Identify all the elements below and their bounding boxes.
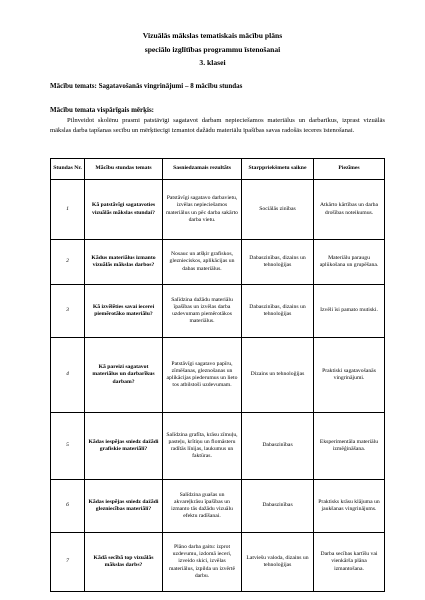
- lesson-result: Salīdzina grafīta, krāsu zīmuļu, pasteļu, krītiņu un flomāsteru radītās līnijas, laukumus un faktūras.: [163, 413, 242, 480]
- col-header-notes: Piezīmes: [314, 159, 385, 180]
- plan-table: [50, 158, 385, 592]
- lesson-link: Dabaszinības, dizains un tehnoloģijas: [242, 285, 314, 338]
- table-row: [51, 413, 385, 480]
- lesson-topic: Kādas iespējas sniedz dažādi grafiskie materiāli?: [85, 413, 163, 480]
- lesson-topic: Kādā secībā top vizuālās mākslas darbs?: [85, 533, 163, 592]
- table-row: [51, 533, 385, 592]
- lesson-link: Sociālās zinības: [242, 180, 314, 240]
- aim-heading: Mācību temata vispārīgais mērķis:: [50, 106, 155, 114]
- table-row: [51, 338, 385, 413]
- lesson-note: Praktiski sagatavošanās vingrinājumi.: [314, 338, 385, 413]
- lesson-link: Latviešu valoda, dizains un tehnoloģijas: [242, 533, 314, 592]
- col-header-result: Sasniedzamais rezultāts: [163, 159, 242, 180]
- lesson-result: Plāno darba gaitu: izprot uzdevumu, izdomā ieceri, izveido skici, izvēlas materiālus, izpilda un izvērtē darbu.: [163, 533, 242, 592]
- document-subtitle: speciālo izglītības programmu īstenošanai: [144, 45, 281, 54]
- lesson-result: Salīdzina guašas un akvareļkrāsu īpašības un izmanto tās dažādu vizuālu efektu radīšanai.: [163, 480, 242, 533]
- lesson-note: Praktisks krāsu klājuma un jaukšanas vingrinājums.: [314, 480, 385, 533]
- lesson-number: 4: [51, 338, 85, 413]
- lesson-number: 1: [51, 180, 85, 240]
- document-title: Vizuālās mākslas tematiskais mācību plāns: [142, 31, 283, 40]
- col-header-lesson-topic: Mācību stundas temats: [85, 159, 163, 180]
- lesson-result: Nosauc un atšķir grafiskos, gleznieciskos, aplikācijas un dabas materiālus.: [163, 240, 242, 285]
- lesson-link: Dizains un tehnoloģijas: [242, 338, 314, 413]
- lesson-number: 2: [51, 240, 85, 285]
- lesson-link: Dabaszinības: [242, 413, 314, 480]
- table-row: [51, 285, 385, 338]
- table-row: [51, 240, 385, 285]
- lesson-number: 3: [51, 285, 85, 338]
- lesson-note: Izvēli īsi pamato mutiski.: [314, 285, 385, 338]
- lesson-result: Salīdzina dažādu materiālu īpašības un izvēlas darba uzdevumam piemērotākos materiālus.: [163, 285, 242, 338]
- topic-heading: Mācību temats: Sagatavošanās vingrinājumi – 8 mācību stundas: [50, 82, 243, 90]
- lesson-result: Patstāvīgi sagatavo darbavietu, izvēlas nepieciešamos materiālus un pēc darba sakārto darba vietu.: [163, 180, 242, 240]
- table-header-row: [51, 159, 385, 180]
- lesson-number: 5: [51, 413, 85, 480]
- lesson-link: Dabaszinības: [242, 480, 314, 533]
- lesson-topic: Kādas iespējas sniedz dažādi glezniecības materiāli?: [85, 480, 163, 533]
- lesson-note: Atkārto kārtības un darba drošības noteikumus.: [314, 180, 385, 240]
- aim-text: Pilnveidot skolēnu prasmi patstāvīgi sagatavot darbam nepieciešamos materiālus un darbarīkus, izprast vizuālās mākslas darba tapšanas secību un mērķtiecīgi izmantot dažādu materiālu īpašības savas radošās ieceres īstenošanai.: [50, 117, 385, 134]
- lesson-note: Darba secības kartīšu vai vienkārša plāna izmantošana.: [314, 533, 385, 592]
- lesson-result: Patstāvīgi sagatavo papīru, zīmēšanas, gleznošanas un aplikācijas piederumus un lieto tos atbilstoši uzdevumam.: [163, 338, 242, 413]
- table-row: [51, 480, 385, 533]
- lesson-topic: Kā pareizi sagatavot materiālus un darbarīkus darbam?: [85, 338, 163, 413]
- grade-label: 3. klasei: [199, 58, 226, 67]
- lesson-note: Materiālu paraugu aplūkošana un grupēšana.: [314, 240, 385, 285]
- lesson-topic: Kā izvēlēties savai iecerei piemērotāko materiālu?: [85, 285, 163, 338]
- lesson-number: 6: [51, 480, 85, 533]
- table-row: [51, 180, 385, 240]
- lesson-topic: Kā patstāvīgi sagatavoties vizuālās mākslas stundai?: [85, 180, 163, 240]
- lesson-topic: Kādus materiālus izmanto vizuālās mākslas darbos?: [85, 240, 163, 285]
- col-header-lesson-nr: Stundas Nr.: [51, 159, 85, 180]
- lesson-link: Dabaszinības, dizains un tehnoloģijas: [242, 240, 314, 285]
- col-header-cross-subject: Starppriekšmetu saikne: [242, 159, 314, 180]
- lesson-number: 7: [51, 533, 85, 592]
- lesson-note: Eksperimentāla materiālu izmēģināšana.: [314, 413, 385, 480]
